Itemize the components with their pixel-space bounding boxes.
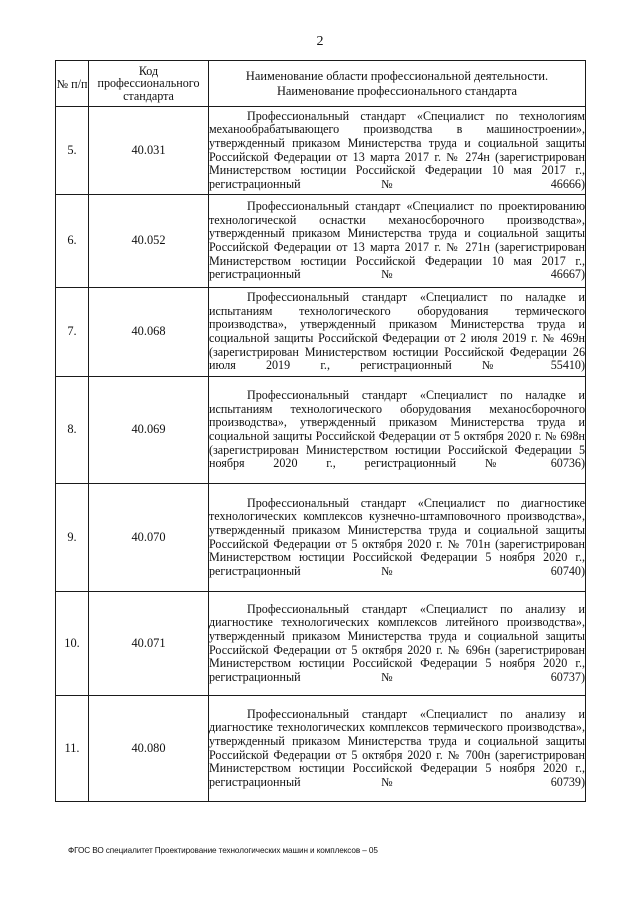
row-number: 5. xyxy=(56,107,89,195)
table-row xyxy=(56,107,586,195)
standard-code: 40.052 xyxy=(89,195,209,288)
standard-description-text: Профессиональный стандарт «Специалист по технологиям механообрабатывающего производства в машиностроении», утвержденный приказом Министерства труда и социальной защиты Российской Федерации от 13 марта 2017 г. № 274н (зарегистрирован Министерством юстиции Российской Федерации 10 мая 2017 г., регистрационный № 46666) xyxy=(209,108,585,191)
row-number: 8. xyxy=(56,377,89,484)
row-number: 6. xyxy=(56,195,89,288)
row-number: 11. xyxy=(56,696,89,802)
standard-description-text: Профессиональный стандарт «Специалист по наладке и испытаниям технологического оборудования термического производства», утвержденный приказом Министерства труда и социальной защиты Российской Федерации от 2 июля 2019 г. № 469н (зарегистрирован Министерством юстиции Российской Федерации 26 июля 2019 г., регистрационный № 55410) xyxy=(209,290,585,373)
standard-description xyxy=(209,107,586,195)
standard-code: 40.068 xyxy=(89,288,209,377)
row-number: 7. xyxy=(56,288,89,377)
table-row xyxy=(56,195,586,288)
header-code: Код профессионального стандарта xyxy=(89,61,209,107)
table-row xyxy=(56,696,586,802)
standard-description-text: Профессиональный стандарт «Специалист по диагностике технологических комплексов кузнечно-штамповочного производства», утвержденный приказом Министерства труда и социальной защиты Российской Федерации от 5 октября 2020 г. № 701н (зарегистрирован Министерством юстиции Российской Федерации 5 ноября 2020 г., регистрационный № 60740) xyxy=(209,495,585,578)
standard-code: 40.031 xyxy=(89,107,209,195)
standard-description-text: Профессиональный стандарт «Специалист по анализу и диагностике технологических комплексов термического производства», утвержденный приказом Министерства труда и социальной защиты Российской Федерации от 5 октября 2020 г. № 700н (зарегистрирован Министерством юстиции Российской Федерации 5 ноября 2020 г., регистрационный № 60739) xyxy=(209,706,585,789)
standard-description xyxy=(209,288,586,377)
standard-description xyxy=(209,484,586,592)
header-num: № п/п xyxy=(56,61,89,107)
standard-description xyxy=(209,195,586,288)
table-row xyxy=(56,592,586,696)
page-number: 2 xyxy=(316,34,324,49)
standard-description xyxy=(209,696,586,802)
standard-code: 40.080 xyxy=(89,696,209,802)
standard-code: 40.070 xyxy=(89,484,209,592)
table-header-row xyxy=(56,61,586,107)
row-number: 10. xyxy=(56,592,89,696)
standard-description xyxy=(209,592,586,696)
standard-description xyxy=(209,377,586,484)
header-name: Наименование области профессиональной деятельности. Наименование профессионального стандарта xyxy=(209,61,586,107)
standard-description-text: Профессиональный стандарт «Специалист по проектированию технологической оснастки механосборочного производства», утвержденный приказом Министерства труда и социальной защиты Российской Федерации от 13 марта 2017 г. № 271н (зарегистрирован Министерством юстиции Российской Федерации 10 мая 2017 г., регистрационный № 46667) xyxy=(209,199,585,282)
table-row xyxy=(56,288,586,377)
row-number: 9. xyxy=(56,484,89,592)
standard-code: 40.071 xyxy=(89,592,209,696)
standard-description-text: Профессиональный стандарт «Специалист по анализу и диагностике технологических комплексов литейного производства», утвержденный приказом Министерства труда и социальной защиты Российской Федерации от 5 октября 2020 г. № 696н (зарегистрирован Министерством юстиции Российской Федерации 5 ноября 2020 г., регистрационный № 60737) xyxy=(209,601,585,684)
standard-description-text: Профессиональный стандарт «Специалист по наладке и испытаниям технологического оборудования механосборочного производства», утвержденный приказом Министерства труда и социальной защиты Российской Федерации от 5 октября 2020 г. № 698н (зарегистрирован Министерством юстиции Российской Федерации 5 ноября 2020 г., регистрационный № 60736) xyxy=(209,388,585,471)
table-row xyxy=(56,484,586,592)
professional-standards-table xyxy=(55,60,586,802)
document-footer: ФГОС ВО специалитет Проектирование технологических машин и комплексов – 05 xyxy=(68,846,378,855)
standard-code: 40.069 xyxy=(89,377,209,484)
table-row xyxy=(56,377,586,484)
